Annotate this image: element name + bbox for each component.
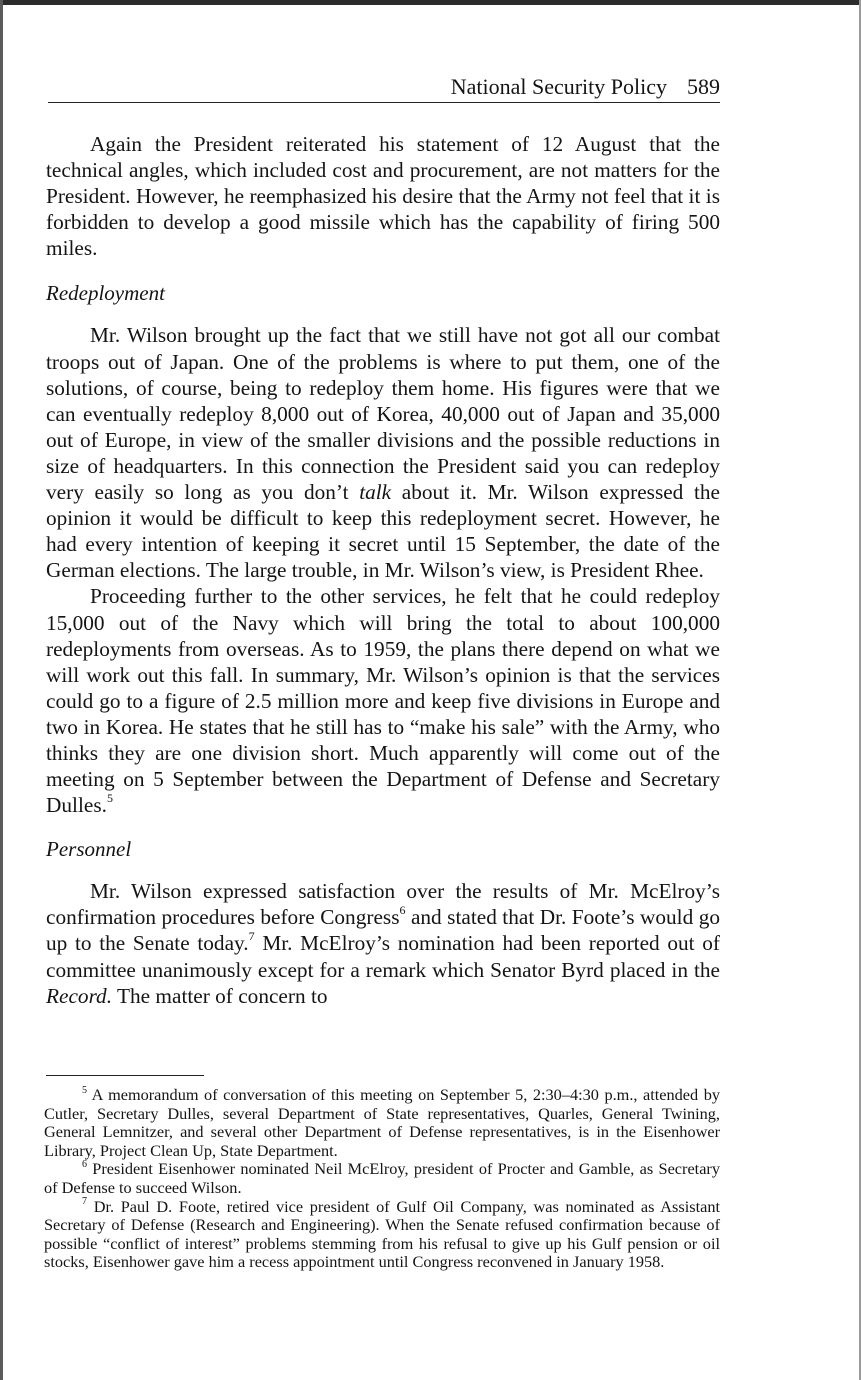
footnote-ref-5: 5 [106, 791, 113, 806]
footnote-5-text: A memorandum of conversation of this meeting on September 5, 2:30–4:30 p.m., attended by Cutler, Secretary Dulles, several Department of State representatives, Quarles, General Twining, General Lemnitzer, and several other Department of Defense representatives, is in the Eisenhower Library, Project Clean Up, State Department. [44, 1085, 720, 1160]
paragraph-missile: Again the President reiterated his statement of 12 August that the technical angles, which included cost and procurement, are not matters for the President. However, he reemphasized his desire that the Army not feel that it is forbidden to develop a good missile which has the capability of firing 500 miles. [46, 132, 720, 261]
footnote-6 [44, 1160, 720, 1197]
paragraph-redeployment-part2: about it. Mr. Wilson expressed the opinion it would be difficult to keep this redeployment secret. However, he had every intention of keeping it secret until 15 September, the date of the German elections. The large trouble, in Mr. Wilson’s view, is President Rhee. [46, 480, 721, 583]
page-body [46, 131, 720, 1009]
section-heading-personnel: Personnel [46, 837, 132, 862]
paragraph-other-services-text: Proceeding further to the other services, he felt that he could redeploy 15,000 out of the Navy which will bring the total to about 100,000 redeployments from overseas. As to 1959, the plans there depend on what we will work out this fall. In summary, Mr. Wilson’s opinion is that the services could go to a figure of 2.5 million more and keep five divisions in Europe and two in Korea. He states that he still has to “make his sale” with the Army, who thinks they are one division short. Much apparently will come out of the meeting on 5 September between the Department of Defense and Secretary Dulles. [46, 584, 720, 818]
paragraph-personnel-part2: and stated that Dr. Foote’s would go up to the Senate today. [46, 905, 720, 956]
footnote-7 [44, 1198, 720, 1272]
emphasis-record: Record. [46, 983, 113, 1008]
running-title: National Security Policy [450, 74, 667, 99]
footnote-marker-6: 6 [82, 1158, 87, 1170]
footnote-5 [44, 1086, 720, 1160]
paragraph-other-services [46, 583, 720, 818]
running-header-text [451, 74, 720, 100]
paragraph-personnel-part4: The matter of concern to [117, 983, 328, 1008]
section-heading-redeployment: Redeployment [46, 281, 165, 306]
running-header [48, 72, 720, 103]
paragraph-redeployment-part1: Mr. Wilson brought up the fact that we still have not got all our combat troops out of Japan. One of the problems is where to put them, one of the solutions, of course, being to redeploy them home. His figures were that we can eventually redeploy 8,000 out of Korea, 40,000 out of Japan and 35,000 out of Europe, in view of the smaller divisions and the possible reductions in size of headquarters. In this connection the President said you can redeploy very easily so long as you don’t [46, 323, 720, 505]
footnote-6-text: President Eisenhower nominated Neil McElroy, president of Procter and Gamble, as Secretary of Defense to succeed Wilson. [44, 1159, 720, 1197]
footnote-ref-7: 7 [248, 929, 255, 944]
footnote-marker-5: 5 [82, 1084, 87, 1096]
emphasis-talk: talk [359, 480, 392, 505]
paragraph-personnel [46, 878, 720, 1008]
scan-top-border [0, 0, 861, 5]
footnote-7-text: Dr. Paul D. Foote, retired vice president of Gulf Oil Company, was nominated as Assistant Secretary of Defense (Research and Engineering). When the Senate refused confirmation because of possible “conflict of interest” problems stemming from his refusal to give up his Gulf pension or oil stocks, Eisenhower gave him a recess appointment until Congress reconvened in January 1958. [44, 1196, 720, 1272]
footnote-ref-6: 6 [399, 903, 406, 918]
page-number: 589 [687, 74, 720, 99]
scan-left-border [0, 0, 3, 1380]
footnotes [44, 1086, 720, 1272]
paragraph-personnel-part3: Mr. McElroy’s nomination had been reported out of committee unanimously except for a remark which Senator Byrd placed in the [46, 931, 721, 982]
paragraph-redeployment [46, 322, 720, 583]
footnote-separator [46, 1075, 204, 1076]
paragraph-personnel-part1: Mr. Wilson expressed satisfaction over the results of Mr. McElroy’s confirmation procedures before Congress [46, 879, 720, 930]
footnote-marker-7: 7 [82, 1196, 87, 1208]
